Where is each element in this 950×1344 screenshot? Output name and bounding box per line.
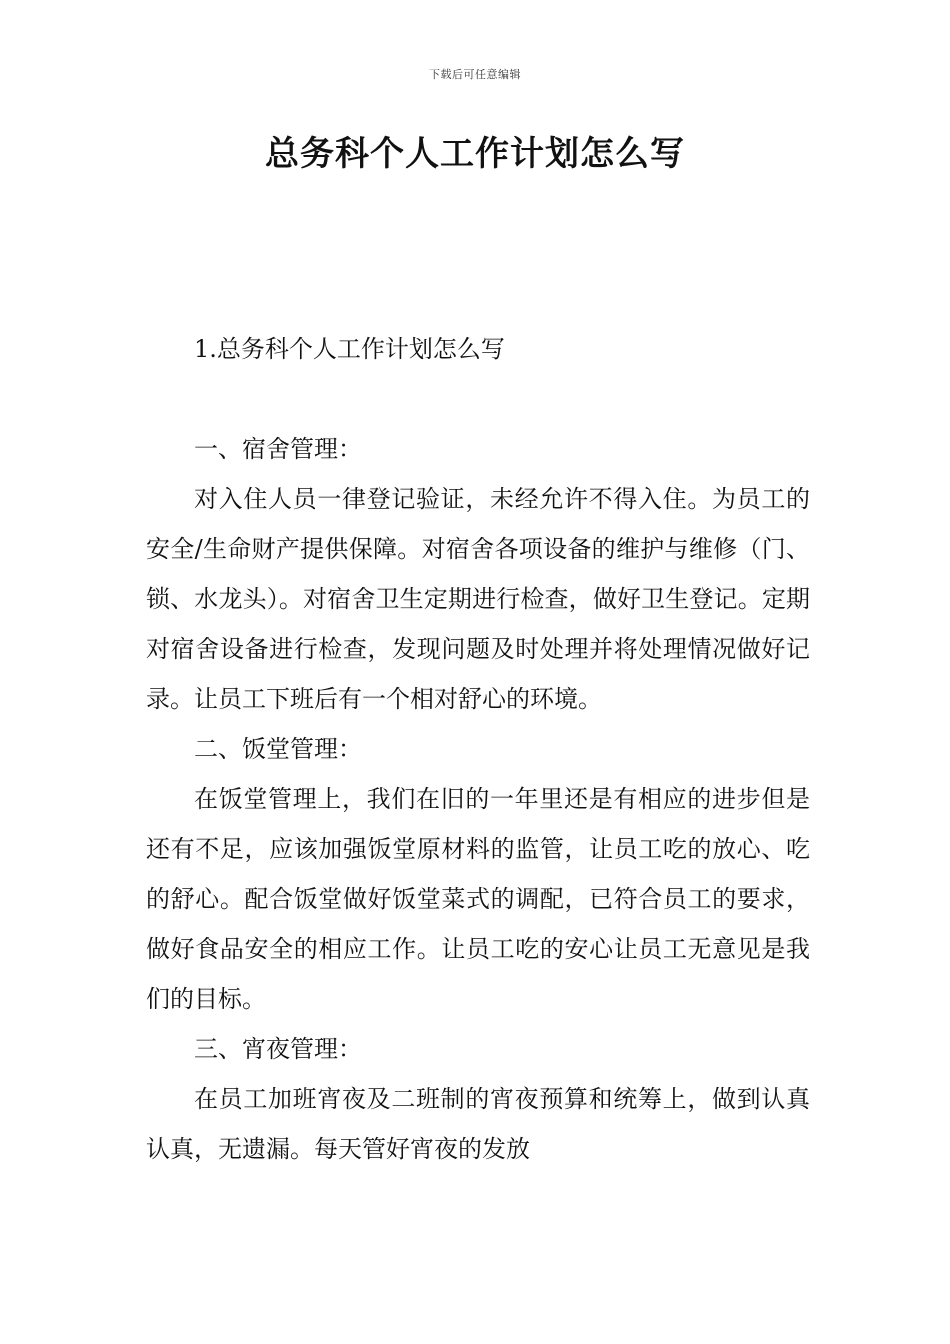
document-body xyxy=(146,324,810,1174)
paragraph-dorm: 对入住人员一律登记验证，未经允许不得入住。为员工的安全/生命财产提供保障。对宿舍各项设备的维护与维修（门、锁、水龙头）。对宿舍卫生定期进行检查，做好卫生登记。定期对宿舍设备进行检查，发现问题及时处理并将处理情况做好记录。让员工下班后有一个相对舒心的环境。 xyxy=(146,485,810,713)
document-title: 总务科个人工作计划怎么写 xyxy=(265,134,685,174)
spacer xyxy=(146,374,810,424)
section-heading-dorm: 一、宿舍管理： xyxy=(194,435,362,463)
paragraph-night: 在员工加班宵夜及二班制的宵夜预算和统筹上，做到认真认真，无遗漏。每天管好宵夜的发放 xyxy=(146,1085,810,1163)
section-heading-canteen: 二、饭堂管理： xyxy=(194,735,362,763)
header-note: 下载后可任意编辑 xyxy=(429,68,521,81)
section-heading-night: 三、宵夜管理： xyxy=(194,1035,362,1063)
paragraph-canteen: 在饭堂管理上，我们在旧的一年里还是有相应的进步但是还有不足，应该加强饭堂原材料的监管，让员工吃的放心、吃的舒心。配合饭堂做好饭堂菜式的调配，已符合员工的要求，做好食品安全的相应工作。让员工吃的安心让员工无意见是我们的目标。 xyxy=(146,785,810,1013)
subtitle: 1.总务科个人工作计划怎么写 xyxy=(194,335,505,363)
